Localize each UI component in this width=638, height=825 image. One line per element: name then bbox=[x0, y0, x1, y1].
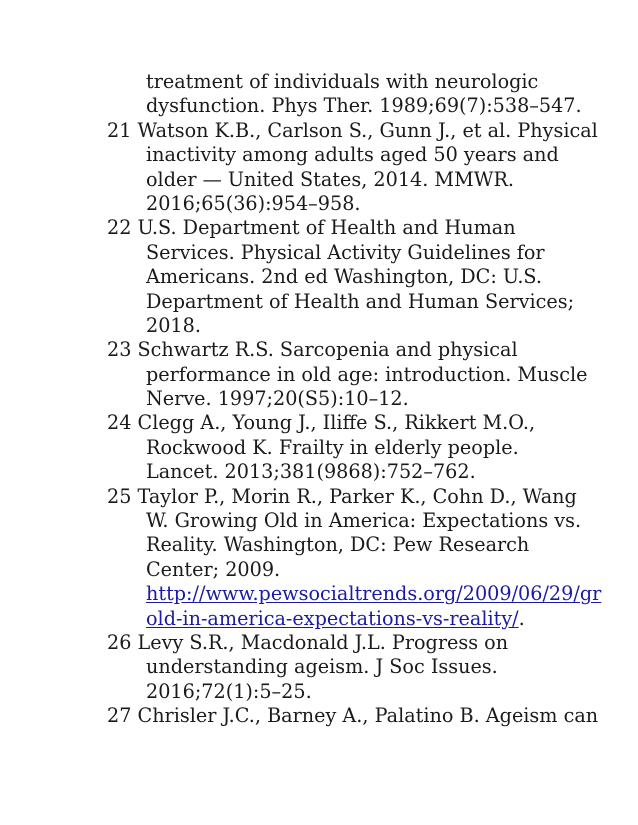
reference-27 bbox=[107, 704, 638, 728]
reference-line: Reality. Washington, DC: Pew Research bbox=[146, 533, 530, 557]
reference-line: 21 Watson K.B., Carlson S., Gunn J., et al. Physical bbox=[107, 118, 598, 142]
reference-line: Services. Physical Activity Guidelines for bbox=[146, 240, 545, 264]
reference-line: treatment of individuals with neurologic bbox=[146, 70, 539, 93]
reference-24 bbox=[107, 411, 638, 484]
reference-url-line bbox=[107, 607, 638, 631]
reference-25 bbox=[107, 485, 638, 631]
reference-line: 22 U.S. Department of Health and Human bbox=[107, 216, 516, 240]
reference-26 bbox=[107, 631, 638, 704]
reference-line: 27 Chrisler J.C., Barney A., Palatino B. Ageism can bbox=[107, 704, 599, 728]
reference-line: older — United States, 2014. MMWR. bbox=[146, 167, 514, 191]
reference-line: Americans. 2nd ed Washington, DC: U.S. bbox=[146, 265, 542, 289]
reference-line: W. Growing Old in America: Expectations vs. bbox=[146, 509, 582, 533]
reference-22 bbox=[107, 216, 638, 338]
reference-line: 24 Clegg A., Young J., Iliffe S., Rikkert M.O., bbox=[107, 411, 536, 435]
reference-line: 26 Levy S.R., Macdonald J.L. Progress on bbox=[107, 630, 509, 654]
reference-line: 25 Taylor P., Morin R., Parker K., Cohn D., Wang bbox=[107, 484, 577, 508]
reference-list bbox=[107, 70, 638, 729]
reference-line: Lancet. 2013;381(9868):752–762. bbox=[146, 460, 476, 484]
reference-line: performance in old age: introduction. Muscle bbox=[146, 362, 588, 386]
reference-line: Center; 2009. bbox=[146, 557, 281, 581]
reference-line: 23 Schwartz R.S. Sarcopenia and physical bbox=[107, 338, 518, 362]
reference-url-link[interactable]: http://www.pewsocialtrends.org/2009/06/29/gr bbox=[146, 582, 602, 606]
reference-line: Nerve. 1997;20(S5):10–12. bbox=[146, 387, 409, 411]
reference-line: Department of Health and Human Services; bbox=[146, 289, 575, 313]
reference-line: Rockwood K. Frailty in elderly people. bbox=[146, 435, 519, 459]
reference-line: understanding ageism. J Soc Issues. bbox=[146, 655, 498, 679]
reference-line: dysfunction. Phys Ther. 1989;69(7):538–547. bbox=[146, 94, 582, 118]
reference-url-line bbox=[107, 582, 638, 606]
reference-line: 2016;72(1):5–25. bbox=[146, 679, 312, 703]
reference-line: 2018. bbox=[146, 313, 201, 337]
reference-url-link[interactable]: old-in-america-expectations-vs-reality/ bbox=[146, 606, 519, 630]
reference-21 bbox=[107, 119, 638, 217]
reference-20-continued bbox=[107, 70, 638, 119]
reference-23 bbox=[107, 338, 638, 411]
reference-url-period: . bbox=[518, 606, 525, 630]
reference-line: inactivity among adults aged 50 years and bbox=[146, 143, 559, 167]
reference-line: 2016;65(36):954–958. bbox=[146, 191, 361, 215]
